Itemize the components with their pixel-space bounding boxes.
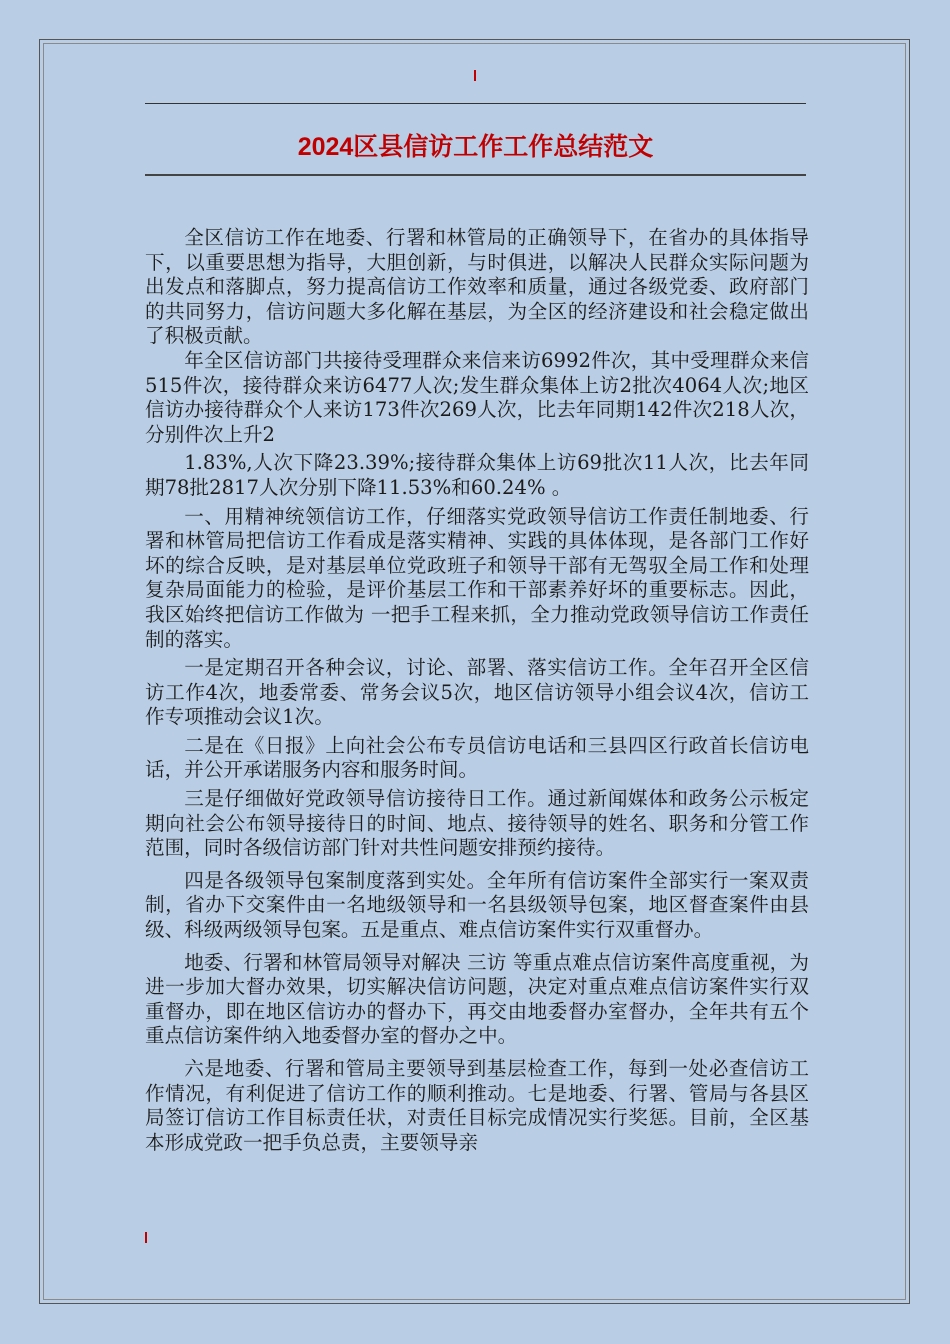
document-body [145, 226, 809, 1155]
paragraph-item-case-responsibility: 四是各级领导包案制度落到实处。全年所有信访案件全部实行一案双责制，省办下交案件由一名地级领导和一名县级领导包案，地区督查案件由县级、科级两级领导包案。五是重点、难点信访案件实行双重督办。 [145, 868, 809, 942]
footer-cursor-mark [145, 1232, 147, 1243]
paragraph-item-dual-supervision: 地委、行署和林管局领导对解决 三访 等重点难点信访案件高度重视，为进一步加大督办效果，切实解决信访问题，决定对重点难点信访案件实行双重督办，即在地区信访办的督办下，再交由地委督办室督办，全年共有五个重点信访案件纳入地委督办室的督办之中。 [145, 950, 809, 1048]
header-cursor-mark [474, 70, 476, 81]
paragraph-section-one: 一、用精神统领信访工作，仔细落实党政领导信访工作责任制地委、行署和林管局把信访工作看成是落实精神、实践的具体体现，是各部门工作好坏的综合反映，是对基层单位党政班子和领导干部有无驾驭全局工作和处理复杂局面能力的检验，是评价基层工作和干部素养好坏的重要标志。因此，我区始终把信访工作做为 一把手工程来抓，全力推动党政领导信访工作责任制的落实。 [145, 504, 809, 651]
paragraph-intro: 全区信访工作在地委、行署和林管局的正确领导下，在省办的具体指导下，以重要思想为指导，大胆创新，与时俱进，以解决人民群众实际问题为出发点和落脚点，努力提高信访工作效率和质量，通过各级党委、政府部门的共同努力，信访问题大多化解在基层，为全区的经济建设和社会稳定做出了积极贡献。 [145, 226, 809, 348]
document-title: 2024区县信访工作工作总结范文 [297, 133, 654, 161]
paragraph-item-inspection: 六是地委、行署和管局主要领导到基层检查工作，每到一处必查信访工作情况，有利促进了信访工作的顺利推动。七是地委、行署、管局与各县区局签订信访工作目标责任状，对责任目标完成情况实行奖惩。目前，全区基本形成党政一把手负总责，主要领导亲 [145, 1057, 809, 1154]
paragraph-item-reception-day: 三是仔细做好党政领导信访接待日工作。通过新闻媒体和政务公示板定期向社会公布领导接待日的时间、地点、接待领导的姓名、职务和分管工作范围，同时各级信访部门针对共性问题安排预约接待。 [145, 787, 809, 860]
paragraph-statistics-continued: 1.83%,人次下降23.39%;接待群众集体上访69批次11人次，比去年同期78批2817人次分别下降11.53%和60.24% 。 [145, 451, 809, 499]
header-rule [145, 103, 806, 104]
title-underline [145, 174, 806, 176]
paragraph-item-hotline: 二是在《日报》上向社会公布专员信访电话和三县四区行政首长信访电话，并公开承诺服务内容和服务时间。 [145, 733, 809, 782]
paragraph-statistics: 年全区信访部门共接待受理群众来信来访6992件次，其中受理群众来信515件次，接待群众来访6477人次;发生群众集体上访2批次4064人次;地区信访办接待群众个人来访173件次269人次，比去年同期142件次218人次，分别件次上升2 [145, 348, 809, 446]
paragraph-item-meetings: 一是定期召开各种会议，讨论、部署、落实信访工作。全年召开全区信访工作4次，地委常委、常务会议5次，地区信访领导小组会议4次，信访工作专项推动会议1次。 [145, 656, 809, 729]
